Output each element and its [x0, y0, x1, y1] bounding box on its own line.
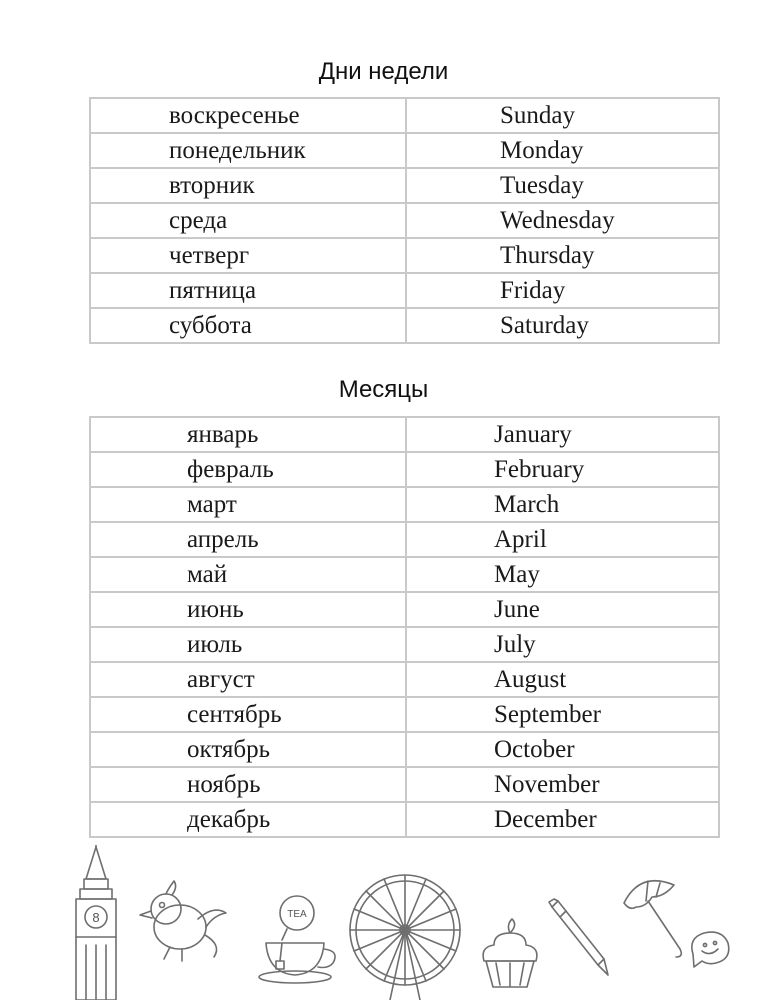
table-row [90, 767, 719, 802]
smiley-bubble-icon [692, 932, 729, 967]
table-row [90, 522, 719, 557]
table-row [90, 662, 719, 697]
table-row [90, 273, 719, 308]
english-word: Friday [406, 273, 719, 308]
teacup-label: TEA [287, 909, 307, 920]
english-word: August [406, 662, 719, 697]
russian-word: февраль [90, 452, 406, 487]
english-word: Saturday [406, 308, 719, 343]
english-word: June [406, 592, 719, 627]
london-eye-icon [350, 875, 460, 1000]
russian-word: пятница [90, 273, 406, 308]
clock-numeral: 8 [92, 910, 100, 925]
russian-word: март [90, 487, 406, 522]
bird-icon [140, 881, 226, 961]
table-row [90, 133, 719, 168]
london-doodles-strip [0, 845, 767, 1000]
russian-word: август [90, 662, 406, 697]
english-word: December [406, 802, 719, 837]
table-row [90, 592, 719, 627]
cupcake-icon [483, 919, 537, 987]
table-row [90, 802, 719, 837]
english-word: Wednesday [406, 203, 719, 238]
english-word: Monday [406, 133, 719, 168]
table-row [90, 203, 719, 238]
table-row [90, 238, 719, 273]
russian-word: воскресенье [90, 98, 406, 133]
months-table [89, 416, 720, 838]
russian-word: октябрь [90, 732, 406, 767]
table-row [90, 417, 719, 452]
english-word: November [406, 767, 719, 802]
days-section-title: Дни недели [318, 58, 449, 85]
russian-word: декабрь [90, 802, 406, 837]
english-word: January [406, 417, 719, 452]
pen-icon [549, 899, 608, 975]
russian-word: май [90, 557, 406, 592]
months-section-title: Месяцы [338, 376, 429, 403]
table-row [90, 168, 719, 203]
table-row [90, 98, 719, 133]
table-row [90, 557, 719, 592]
english-word: October [406, 732, 719, 767]
russian-word: суббота [90, 308, 406, 343]
days-table [89, 97, 720, 344]
table-row [90, 697, 719, 732]
teacup-icon [259, 896, 335, 983]
english-word: Thursday [406, 238, 719, 273]
english-word: September [406, 697, 719, 732]
russian-word: среда [90, 203, 406, 238]
english-word: May [406, 557, 719, 592]
english-word: Tuesday [406, 168, 719, 203]
table-row [90, 487, 719, 522]
russian-word: ноябрь [90, 767, 406, 802]
big-ben-icon [76, 845, 116, 1000]
russian-word: четверг [90, 238, 406, 273]
umbrella-icon [624, 881, 681, 957]
russian-word: вторник [90, 168, 406, 203]
russian-word: понедельник [90, 133, 406, 168]
russian-word: июнь [90, 592, 406, 627]
table-row [90, 452, 719, 487]
table-row [90, 732, 719, 767]
english-word: February [406, 452, 719, 487]
english-word: Sunday [406, 98, 719, 133]
russian-word: июль [90, 627, 406, 662]
english-word: April [406, 522, 719, 557]
russian-word: январь [90, 417, 406, 452]
table-row [90, 308, 719, 343]
english-word: July [406, 627, 719, 662]
russian-word: сентябрь [90, 697, 406, 732]
english-word: March [406, 487, 719, 522]
table-row [90, 627, 719, 662]
russian-word: апрель [90, 522, 406, 557]
